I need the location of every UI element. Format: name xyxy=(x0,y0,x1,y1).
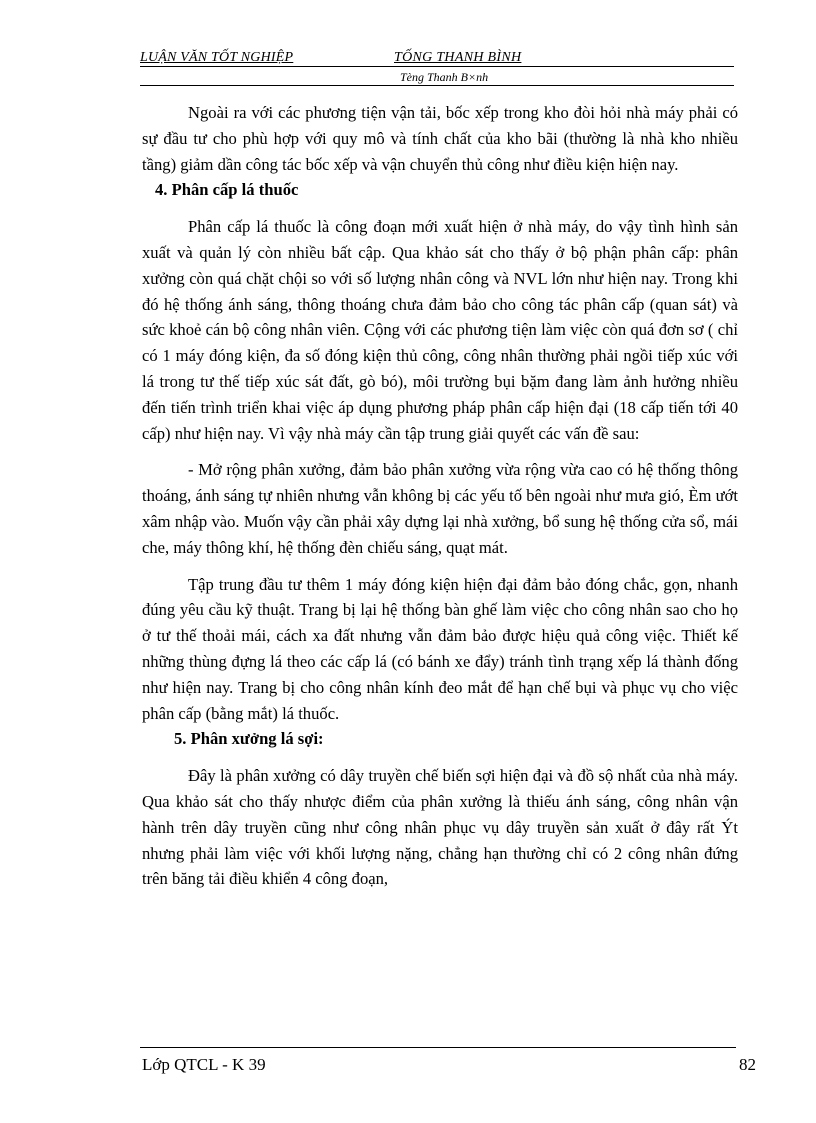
footer-class-label: Lớp QTCL - K 39 xyxy=(142,1055,266,1074)
page-header xyxy=(140,50,734,84)
header-author-name: TỐNG THANH BÌNH xyxy=(394,50,522,65)
paragraph-invest-machine: Tập trung đầu tư thêm 1 máy đóng kiện hiện đại đảm bảo đóng chắc, gọn, nhanh đúng yêu cầu kỹ thuật. Trang bị lại hệ thống bàn ghế làm việc cho công nhân sao cho họ ở tư thế thoải mái, cách xa đất nhưng vẫn đảm bảo được hiệu quả công việc. Thiết kế những thùng đựng lá theo các cấp lá (có bánh xe đẩy) tránh tình trạng xếp lá thành đống như hiện nay. Trang bị cho công nhân kính đeo mắt để hạn chế bụi và phục vụ cho việc phân cấp (bằng mắt) lá thuốc. xyxy=(142,574,738,723)
page-number: 82 xyxy=(739,1055,756,1074)
header-thesis-label: LUẬN VĂN TỐT NGHIỆP xyxy=(140,50,294,65)
section-heading-5: 5. Phân xưởng lá sợi: xyxy=(174,729,324,749)
header-rule xyxy=(140,66,734,67)
paragraph-transport: Ngoài ra với các phương tiện vận tải, bốc xếp trong kho đòi hỏi nhà máy phải có sự đầu tư cho phù hợp với quy mô và tính chất của kho bãi (thường là nhà kho nhiều tầng) giảm dần công tác bốc xếp và vận chuyển thủ công như điều kiện hiện nay. xyxy=(142,103,738,174)
paragraph-grading: Phân cấp lá thuốc là công đoạn mới xuất hiện ở nhà máy, do vậy tình hình sản xuất và quản lý còn nhiều bất cập. Qua khảo sát cho thấy ở bộ phận phân cấp: phân xưởng còn quá chặt chội so với số lượng nhân công và NVL lớn như hiện nay. Trong khi đó hệ thống ánh sáng, thông thoáng chưa đảm bảo cho công tác phân cấp (quan sát) và sức khoẻ cán bộ công nhân viên. Cộng với các phương tiện làm việc còn quá đơn sơ ( chỉ có 1 máy đóng kiện, đa số đóng kiện thủ công, công nhân thường phải ngồi tiếp xúc với lá trong tư thế tiếp xúc sát đất, gò bó), môi trường bụi bặm đang làm ảnh hưởng nhiều đến tiến trình triển khai việc áp dụng phương pháp phân cấp hiện đại (18 cấp tiến tới 40 cấp) như hiện nay. Vì vậy nhà máy cần tập trung giải quyết các vấn đề sau: xyxy=(142,217,738,443)
document-body xyxy=(142,100,738,892)
section-heading-4: 4. Phân cấp lá thuốc xyxy=(155,180,299,200)
paragraph-fiber-workshop: Đây là phân xưởng có dây truyền chế biến sợi hiện đại và đồ sộ nhất của nhà máy. Qua khảo sát cho thấy nhược điểm của phân xưởng là thiếu ánh sáng, công nhân vận hành trên dây truyền cũng như công nhân phục vụ dây truyền sản xuất ở đây rất Ýt nhưng phải làm việc với khối lượng nặng, chẳng hạn thường chỉ có 2 công nhân đứng trên băng tải điều khiển 4 công đoạn, xyxy=(142,766,738,889)
paragraph-expand-workshop: - Mở rộng phân xưởng, đảm bảo phân xưởng vừa rộng vừa cao có hệ thống thông thoáng, ánh sáng tự nhiên nhưng vẫn không bị các yếu tố bên ngoài như mưa gió, Èm ướt xâm nhập vào. Muốn vậy cần phải xây dựng lại nhà xưởng, bổ sung hệ thống cửa sổ, mái che, máy thông khí, hệ thống đèn chiếu sáng, quạt mát. xyxy=(142,460,738,557)
header-rule-bottom xyxy=(140,85,734,86)
footer-rule xyxy=(140,1047,736,1048)
header-author-sub: Tèng Thanh B×nh xyxy=(400,70,489,84)
